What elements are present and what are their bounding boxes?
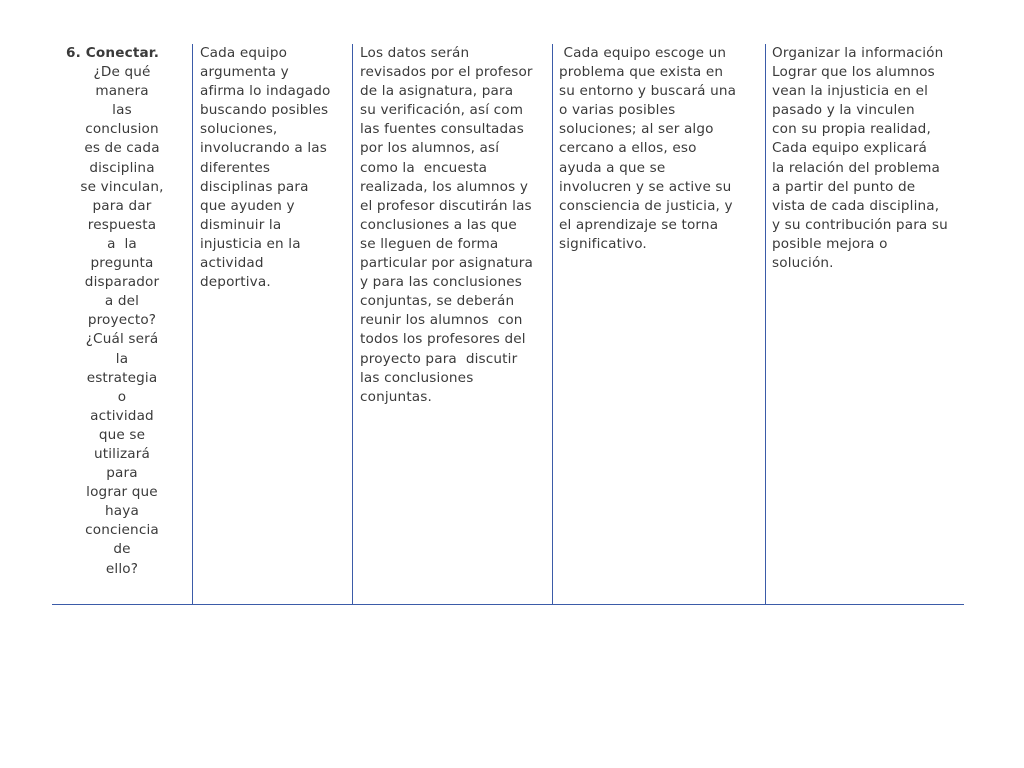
text-line: conjuntas, se deberán (360, 293, 515, 310)
text-line: utilizará (93, 445, 150, 462)
text-line: como la encuesta (360, 159, 488, 176)
text-line: revisados por el profesor (360, 64, 533, 81)
text-line: Cada equipo explicará (772, 140, 927, 157)
text-line: involucrando a las (200, 140, 327, 157)
text-line: haya (105, 503, 139, 520)
text-line: que ayuden y (200, 197, 295, 214)
text-line: con su propia realidad, (772, 121, 931, 138)
text-line: se lleguen de forma (360, 235, 499, 252)
text-line: actividad (200, 255, 264, 272)
text-line: la (115, 350, 129, 367)
text-line: disciplina (89, 159, 155, 176)
text-line: particular por asignatura (360, 255, 533, 272)
text-line: disciplinas para (200, 178, 309, 195)
text-line: consciencia de justicia, y (559, 197, 733, 214)
text-line: pasado y la vinculen (772, 102, 915, 119)
text-line: problema que exista en (559, 64, 724, 81)
text-line: Cada equipo (200, 45, 288, 61)
text-line: involucren y se active su (559, 178, 732, 195)
text-line: buscando posibles (200, 102, 329, 119)
text-line: conciencia (85, 522, 159, 539)
text-line: o varias posibles (559, 102, 676, 119)
team-problem-text (559, 44, 736, 254)
text-line: la relación del problema (772, 159, 940, 176)
text-line: lograr que (86, 484, 158, 501)
text-line: conjuntas. (360, 388, 432, 405)
table-cell-organize-info (765, 44, 964, 604)
text-line: soluciones, (200, 121, 278, 138)
text-line: manera (95, 83, 149, 100)
text-line: su entorno y buscará una (559, 83, 737, 100)
text-line: por los alumnos, así (360, 140, 500, 157)
text-line: estrategia (86, 369, 158, 386)
step-heading: 6. Conectar. (66, 45, 160, 61)
text-line: Lograr que los alumnos (772, 64, 935, 81)
text-line: proyecto para discutir (360, 350, 518, 367)
text-line: para (106, 465, 138, 482)
step-cell-text (52, 44, 192, 579)
document-table (52, 44, 964, 605)
text-line: a partir del punto de (772, 178, 916, 195)
text-line: respuesta (87, 216, 157, 233)
text-line: o (117, 388, 127, 405)
text-line: las (112, 102, 132, 119)
text-line: cercano a ellos, eso (559, 140, 697, 157)
text-line: Los datos serán (360, 45, 470, 61)
text-line: de la asignatura, para (360, 83, 514, 100)
data-review-text (360, 44, 533, 407)
text-line: se vinculan, (80, 178, 164, 195)
text-line: Organizar la información (772, 45, 944, 61)
text-line: a del (104, 293, 140, 310)
text-line: proyecto? (87, 312, 157, 329)
text-line: realizada, los alumnos y (360, 178, 529, 195)
text-line: solución. (772, 255, 834, 272)
text-line: posible mejora o (772, 235, 888, 252)
text-line: vean la injusticia en el (772, 83, 929, 100)
text-line: las conclusiones (360, 369, 474, 386)
text-line: afirma lo indagado (200, 83, 331, 100)
text-line: significativo. (559, 235, 647, 252)
text-line: y su contribución para su (772, 216, 948, 233)
text-line: que se (98, 426, 146, 443)
text-line: a la (107, 235, 137, 252)
text-line: las fuentes consultadas (360, 121, 525, 138)
text-line: es de cada (84, 140, 160, 157)
text-line: ayuda a que se (559, 159, 666, 176)
text-line: Cada equipo escoge un (559, 45, 727, 61)
text-line: ello? (105, 560, 139, 577)
text-line: de (113, 541, 131, 558)
text-line: soluciones; al ser algo (559, 121, 714, 138)
text-line: disparador (84, 274, 160, 291)
text-line: vista de cada disciplina, (772, 197, 940, 214)
text-line: ¿De qué (93, 64, 151, 81)
text-line: y para las conclusiones (360, 274, 523, 291)
text-line: pregunta (90, 255, 154, 272)
text-line: conclusiones a las que (360, 216, 517, 233)
text-line: todos los profesores del (360, 331, 526, 348)
text-line: el aprendizaje se torna (559, 216, 719, 233)
text-line: disminuir la (200, 216, 282, 233)
table-cell-team-problem (552, 44, 765, 604)
text-line: su verificación, así com (360, 102, 524, 119)
table-cell-step (52, 44, 192, 604)
table-cell-team-argument (192, 44, 352, 604)
text-line: el profesor discutirán las (360, 197, 532, 214)
text-line: deportiva. (200, 274, 271, 291)
text-line: actividad (90, 407, 154, 424)
text-line: para dar (92, 197, 152, 214)
team-argument-text (200, 44, 331, 292)
text-line: injusticia en la (200, 235, 301, 252)
table-cell-data-review (352, 44, 552, 604)
text-line: reunir los alumnos con (360, 312, 523, 329)
text-line: argumenta y (200, 64, 289, 81)
organize-info-text (772, 44, 948, 273)
text-line: ¿Cuál será (85, 331, 159, 348)
text-line: conclusion (85, 121, 159, 138)
text-line: diferentes (200, 159, 271, 176)
